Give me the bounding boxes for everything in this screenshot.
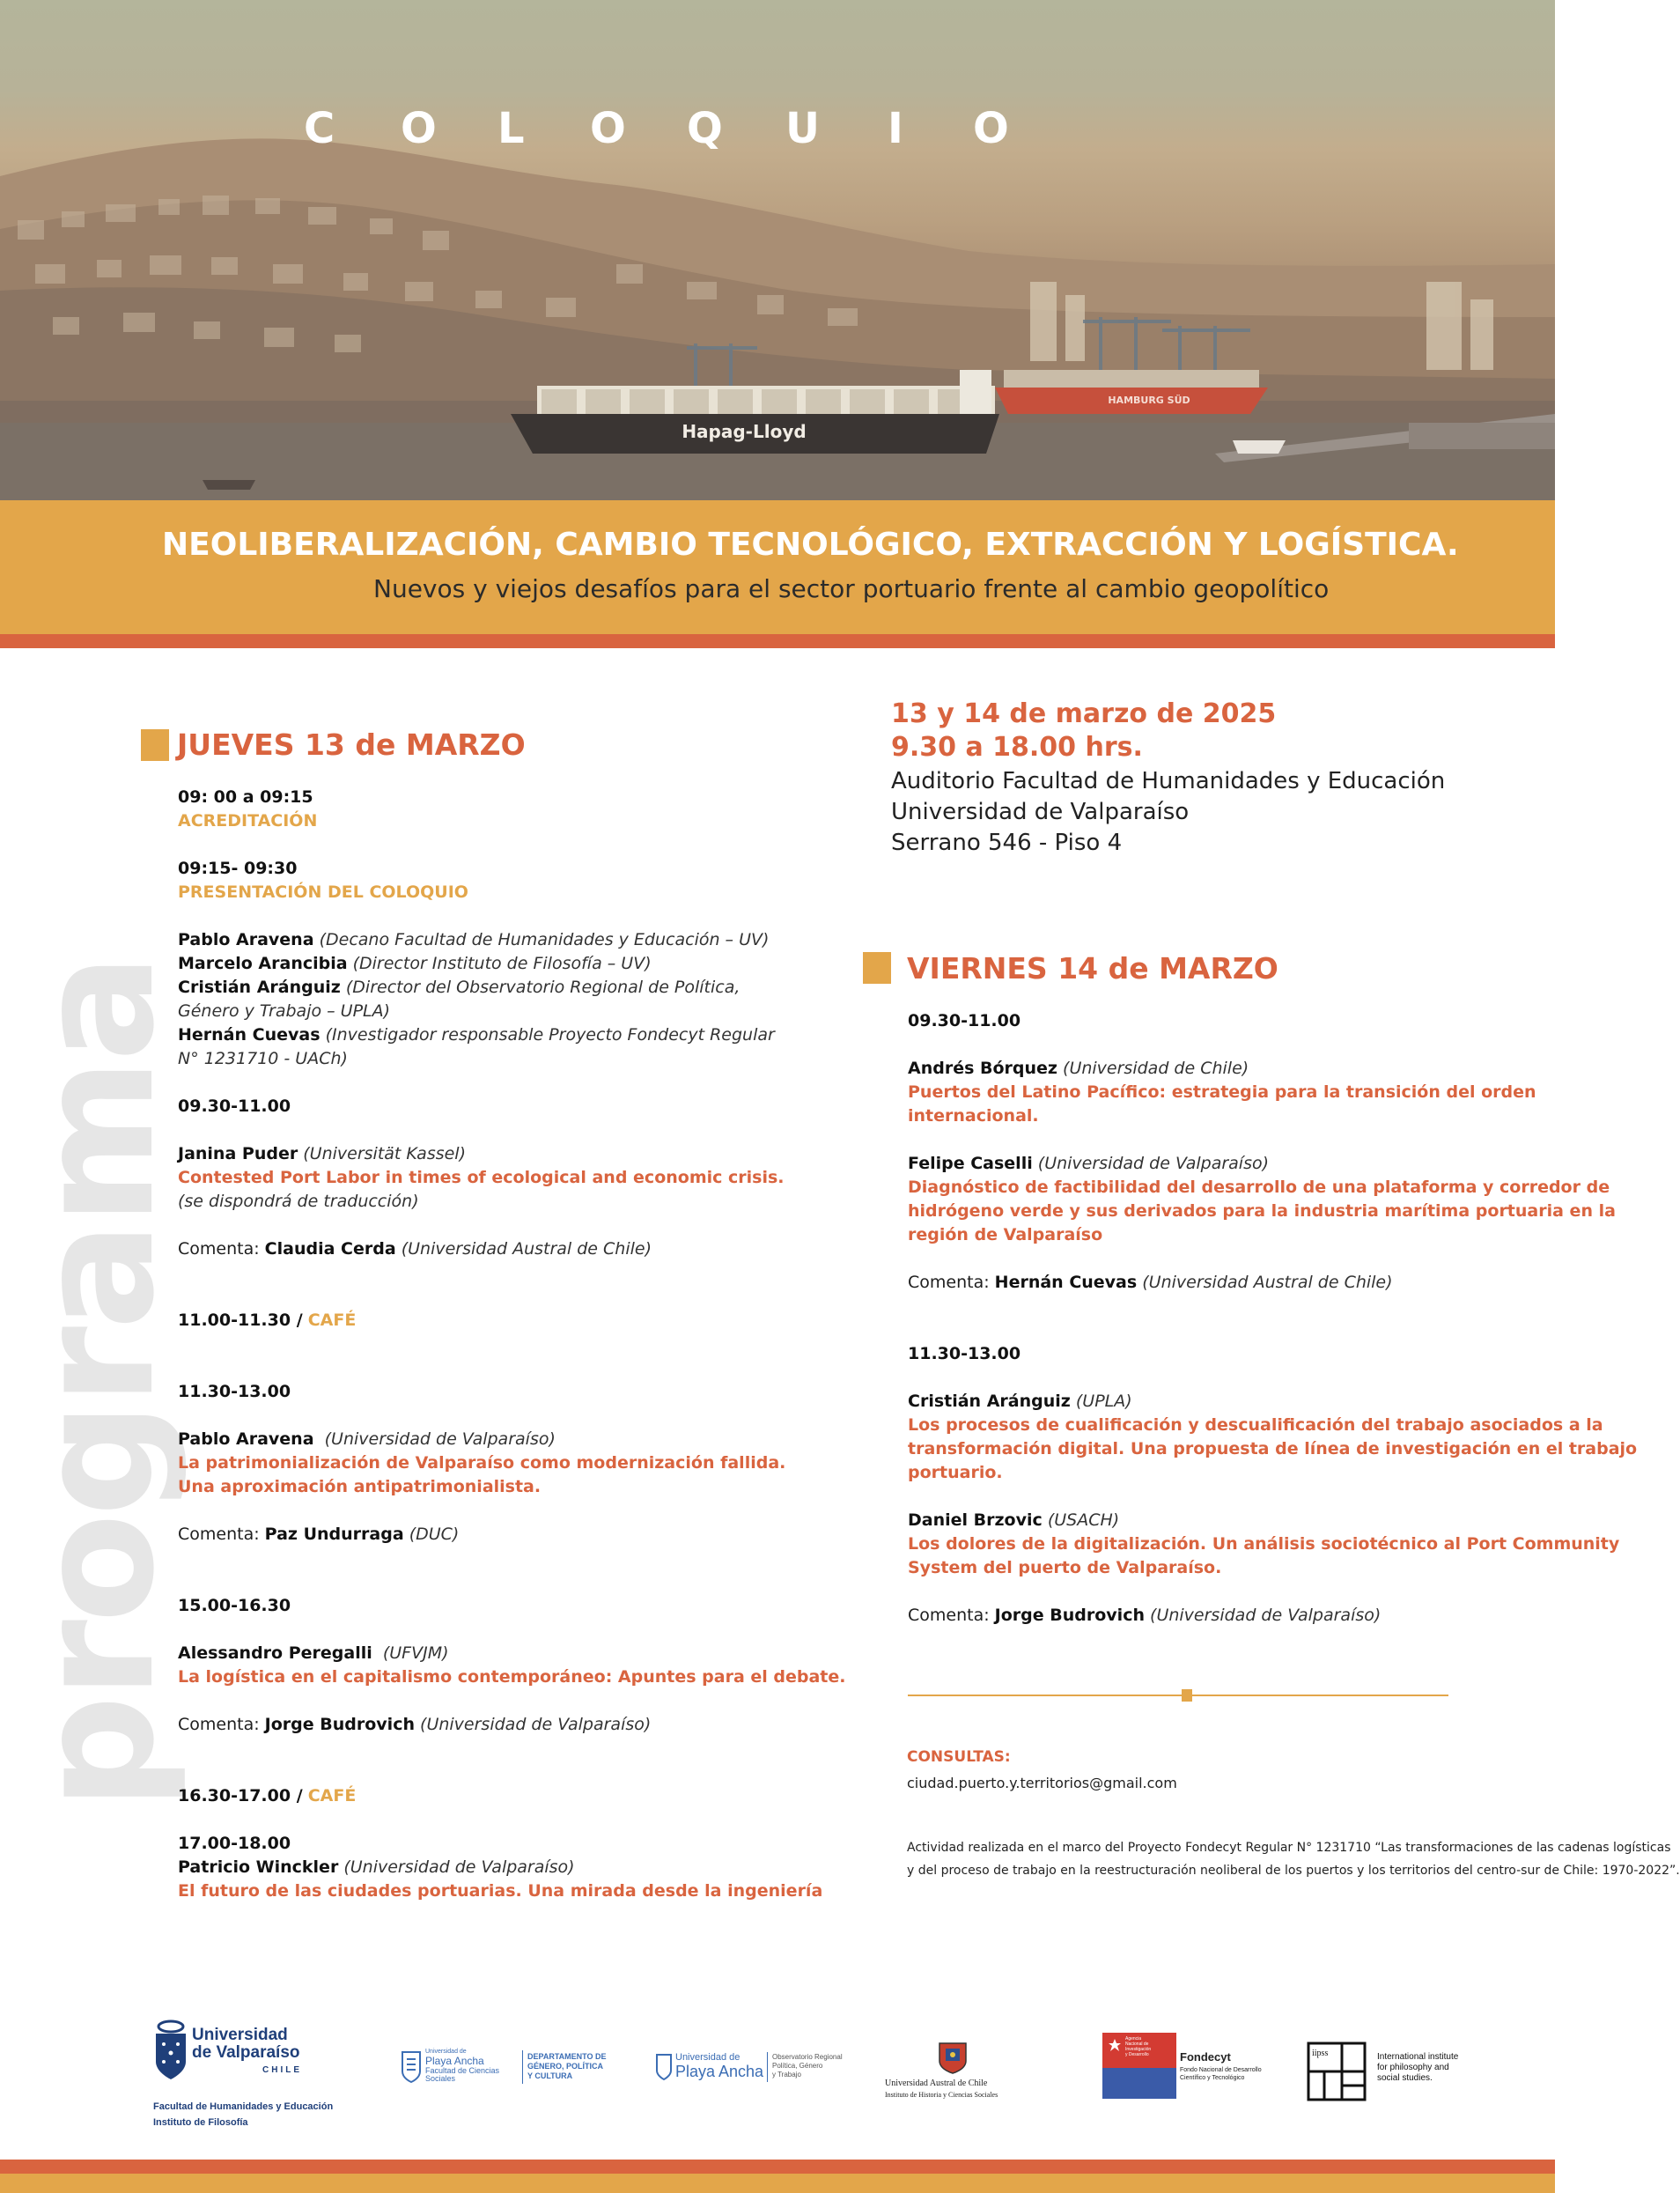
session-label: ACREDITACIÓN bbox=[178, 811, 318, 831]
speaker-line bbox=[908, 1057, 1637, 1081]
iipss-short: iipss bbox=[1312, 2049, 1329, 2058]
contact-email[interactable]: ciudad.puerto.y.territorios@gmail.com bbox=[907, 1775, 1177, 1791]
event-type-letter: L bbox=[497, 104, 525, 153]
sub-title: Nuevos y viejos desafíos para el sector portuario frente al cambio geopolítico bbox=[373, 574, 1330, 603]
upla2-name: Playa Ancha bbox=[675, 2063, 764, 2080]
talk-title: System del puerto de Valparaíso. bbox=[908, 1558, 1222, 1577]
footnote-line: Actividad realizada en el marco del Proyecto Fondecyt Regular N° 1231710 “Las transformaciones de las cadenas logísticas bbox=[907, 1841, 1671, 1855]
speaker-name: Daniel Brzovic bbox=[908, 1510, 1043, 1530]
day1-program bbox=[178, 786, 846, 1903]
commenter-affiliation: (Universidad de Valparaíso) bbox=[1150, 1606, 1382, 1625]
commenter-affiliation: (Universidad de Valparaíso) bbox=[420, 1715, 652, 1734]
speaker-line bbox=[908, 1509, 1637, 1532]
comment-line bbox=[178, 1237, 846, 1261]
speaker-name: Alessandro Peregalli bbox=[178, 1643, 372, 1663]
speaker-line bbox=[908, 1390, 1637, 1414]
upla2-obs-line: Observatorio Regional bbox=[772, 2053, 843, 2061]
comment-label: Comenta: bbox=[908, 1273, 990, 1292]
speaker-line bbox=[178, 1856, 846, 1879]
ship-label: Hapag-Lloyd bbox=[682, 421, 807, 442]
fondecyt-line: Científico y Tecnológico bbox=[1180, 2075, 1245, 2081]
speaker-affiliation: (Universidad de Valparaíso) bbox=[343, 1857, 575, 1877]
speaker-line bbox=[178, 1023, 846, 1047]
break-time: 16.30-17.00 / bbox=[178, 1786, 303, 1805]
commenter-name: Jorge Budrovich bbox=[264, 1715, 415, 1734]
comment-label: Comenta: bbox=[178, 1715, 260, 1734]
uach-institute: Instituto de Historia y Ciencias Sociales bbox=[885, 2091, 998, 2099]
speaker-line bbox=[178, 1142, 846, 1166]
upla1-faculty-line: Facultad de Ciencias bbox=[425, 2066, 500, 2075]
logo-universidad-valparaiso bbox=[151, 2021, 363, 2136]
fondecyt-name: Fondecyt bbox=[1180, 2050, 1231, 2064]
speaker-name: Pablo Aravena bbox=[178, 1429, 314, 1449]
speaker-line bbox=[178, 952, 846, 976]
day2-marker bbox=[863, 952, 891, 984]
event-type-letter: I bbox=[888, 104, 903, 153]
footnote-line: y del proceso de trabajo en la reestructuración neoliberal de los puertos y los territorios del centro-sur de Chile: 1970-2022”. bbox=[907, 1864, 1680, 1878]
speaker-name: Janina Puder bbox=[178, 1144, 298, 1163]
commenter-affiliation: (DUC) bbox=[409, 1525, 460, 1544]
break-line bbox=[178, 1309, 846, 1333]
session-time: 09:15- 09:30 bbox=[178, 859, 298, 878]
upla1-dept-line: Y CULTURA bbox=[527, 2071, 573, 2080]
iipss-line: social studies. bbox=[1377, 2073, 1433, 2083]
session-time: 17.00-18.00 bbox=[178, 1834, 291, 1853]
upla2-top: Universidad de bbox=[675, 2052, 741, 2063]
comment-label: Comenta: bbox=[178, 1239, 260, 1259]
talk-title: internacional. bbox=[908, 1106, 1039, 1126]
anid-line: Agencia bbox=[1125, 2036, 1142, 2042]
break-label: CAFÉ bbox=[307, 1311, 357, 1330]
event-type-letter: Q bbox=[687, 104, 723, 153]
upla1-dept-line: DEPARTAMENTO DE bbox=[527, 2052, 607, 2061]
upla1-separator bbox=[522, 2050, 523, 2084]
day2-program bbox=[908, 1009, 1637, 1628]
speaker-line bbox=[178, 976, 846, 1000]
venue-line: Serrano 546 - Piso 4 bbox=[891, 830, 1123, 856]
uach-crest-icon bbox=[938, 2042, 968, 2075]
upla2-obs-line: Política, Género bbox=[772, 2062, 823, 2070]
speaker-affiliation: (Universidad de Valparaíso) bbox=[324, 1429, 556, 1449]
commenter-affiliation: (Universidad Austral de Chile) bbox=[1142, 1273, 1393, 1292]
talk-title: hidrógeno verde y sus derivados para la industria marítima portuaria en la bbox=[908, 1201, 1616, 1221]
talk-title: Una aproximación antipatrimonialista. bbox=[178, 1477, 542, 1496]
commenter-name: Paz Undurraga bbox=[264, 1525, 404, 1544]
session-time: 11.30-13.00 bbox=[178, 1382, 291, 1401]
main-title: NEOLIBERALIZACIÓN, CAMBIO TECNOLÓGICO, EXTRACCIÓN Y LOGÍSTICA. bbox=[162, 527, 1459, 563]
upla1-name: Playa Ancha bbox=[425, 2055, 484, 2067]
speaker-name: Patricio Winckler bbox=[178, 1857, 339, 1877]
translation-note: (se dispondrá de traducción) bbox=[178, 1192, 419, 1211]
event-type-letter: O bbox=[590, 104, 626, 153]
logo-iipss bbox=[1307, 2042, 1500, 2103]
event-venue bbox=[891, 766, 1445, 859]
commenter-name: Claudia Cerda bbox=[264, 1239, 396, 1259]
speaker-affiliation: Género y Trabajo – UPLA) bbox=[178, 1001, 391, 1021]
speaker-affiliation: (Director del Observatorio Regional de Política, bbox=[345, 978, 741, 997]
break-label: CAFÉ bbox=[307, 1786, 357, 1805]
logo-upla-departamento bbox=[401, 2049, 630, 2089]
upla1-faculty-line: Sociales bbox=[425, 2074, 456, 2083]
anid-line: Nacional de bbox=[1125, 2042, 1149, 2047]
session-label: PRESENTACIÓN DEL COLOQUIO bbox=[178, 882, 468, 902]
iipss-line: for philosophy and bbox=[1377, 2063, 1449, 2072]
speaker-affiliation: (Universidad de Chile) bbox=[1063, 1059, 1249, 1078]
event-type-letter: C bbox=[304, 104, 335, 153]
uv-name-line: Universidad bbox=[192, 2026, 288, 2044]
speaker-name: Hernán Cuevas bbox=[178, 1025, 321, 1045]
talk-title: El futuro de las ciudades portuarias. Una mirada desde la ingeniería bbox=[178, 1881, 823, 1901]
event-date-line: 13 y 14 de marzo de 2025 bbox=[891, 698, 1277, 729]
talk-title: transformación digital. Una propuesta de línea de investigación en el trabajo bbox=[908, 1439, 1638, 1458]
uv-institute: Instituto de Filosofía bbox=[153, 2117, 248, 2128]
upla2-crest-icon bbox=[656, 2054, 672, 2080]
iipss-line: International institute bbox=[1377, 2052, 1459, 2062]
anid-star-icon bbox=[1108, 2038, 1122, 2052]
session-time: 09.30-11.00 bbox=[908, 1011, 1021, 1030]
speaker-name: Pablo Aravena bbox=[178, 930, 314, 949]
commenter-affiliation: (Universidad Austral de Chile) bbox=[401, 1239, 652, 1259]
anid-line: y Desarrollo bbox=[1125, 2052, 1149, 2057]
section-divider bbox=[908, 1695, 1448, 1696]
upla2-separator bbox=[767, 2052, 768, 2082]
talk-title: La logística en el capitalismo contemporáneo: Apuntes para el debate. bbox=[178, 1667, 846, 1687]
uv-faculty: Facultad de Humanidades y Educación bbox=[153, 2101, 334, 2112]
talk-title: Los procesos de cualificación y descualificación del trabajo asociados a la bbox=[908, 1415, 1603, 1435]
uv-crest-icon bbox=[153, 2021, 188, 2081]
programa-side-word: programa bbox=[3, 956, 189, 1810]
speaker-line bbox=[178, 928, 846, 952]
talk-title: Puertos del Latino Pacífico: estrategia para la transición del orden bbox=[908, 1082, 1536, 1102]
talk-title: Diagnóstico de factibilidad del desarrollo de una plataforma y corredor de bbox=[908, 1178, 1610, 1197]
divider-dot bbox=[1182, 1689, 1192, 1702]
speaker-line bbox=[908, 1152, 1637, 1176]
logo-upla-observatorio bbox=[656, 2052, 850, 2087]
session-time: 15.00-16.30 bbox=[178, 1596, 291, 1615]
bottom-stripe-orange bbox=[0, 2174, 1555, 2193]
speaker-affiliation: (Director Instituto de Filosofía – UV) bbox=[352, 954, 652, 973]
talk-title: portuario. bbox=[908, 1463, 1003, 1482]
commenter-name: Jorge Budrovich bbox=[994, 1606, 1145, 1625]
day1-title: JUEVES 13 de MARZO bbox=[177, 727, 526, 762]
talk-title: La patrimonialización de Valparaíso como modernización fallida. bbox=[178, 1453, 786, 1473]
fondecyt-line: Fondo Nacional de Desarrollo bbox=[1180, 2067, 1262, 2073]
logo-universidad-austral bbox=[885, 2042, 1021, 2105]
speaker-affiliation: (Universidad de Valparaíso) bbox=[1037, 1154, 1270, 1173]
hero-photo bbox=[0, 0, 1555, 500]
anid-line: Investigación bbox=[1125, 2047, 1152, 2052]
event-dates bbox=[891, 698, 1276, 764]
speaker-name: Cristián Aránguiz bbox=[908, 1392, 1071, 1411]
title-band bbox=[0, 500, 1555, 634]
upla-crest-icon bbox=[401, 2050, 422, 2084]
speaker-name: Felipe Caselli bbox=[908, 1154, 1033, 1173]
logo-anid-fondecyt bbox=[1102, 2033, 1278, 2099]
speaker-name: Andrés Bórquez bbox=[908, 1059, 1057, 1078]
comment-line bbox=[908, 1604, 1637, 1628]
comment-line bbox=[178, 1523, 846, 1547]
commenter-name: Hernán Cuevas bbox=[994, 1273, 1138, 1292]
comment-label: Comenta: bbox=[908, 1606, 990, 1625]
valparaiso-port-illustration bbox=[0, 0, 1555, 500]
uv-name-line: de Valparaíso bbox=[192, 2043, 300, 2062]
comment-line bbox=[908, 1271, 1637, 1295]
speaker-line bbox=[178, 1428, 846, 1451]
upla2-obs-line: y Trabajo bbox=[772, 2071, 801, 2079]
talk-title: Los dolores de la digitalización. Un análisis sociotécnico al Port Community bbox=[908, 1534, 1620, 1554]
speaker-affiliation: (USACH) bbox=[1047, 1510, 1120, 1530]
speaker-affiliation: (Decano Facultad de Humanidades y Educación – UV) bbox=[319, 930, 770, 949]
speaker-affiliation: (UPLA) bbox=[1075, 1392, 1132, 1411]
venue-line: Auditorio Facultad de Humanidades y Educación bbox=[891, 768, 1446, 794]
speaker-line bbox=[178, 1642, 846, 1665]
ship2-label: HAMBURG SÜD bbox=[1108, 395, 1190, 406]
speaker-affiliation: N° 1231710 - UACh) bbox=[178, 1049, 348, 1068]
upla1-top: Universidad de bbox=[425, 2049, 467, 2055]
session-time: 11.30-13.00 bbox=[908, 1344, 1021, 1363]
comment-label: Comenta: bbox=[178, 1525, 260, 1544]
day2-title: VIERNES 14 de MARZO bbox=[907, 951, 1278, 986]
uach-name: Universidad Austral de Chile bbox=[885, 2079, 988, 2088]
session-time: 09: 00 a 09:15 bbox=[178, 787, 313, 807]
event-type-letter: U bbox=[785, 104, 820, 153]
upla1-dept-line: GÉNERO, POLÍTICA bbox=[527, 2062, 604, 2071]
uv-country: CHILE bbox=[262, 2065, 302, 2075]
break-line bbox=[178, 1784, 846, 1808]
break-time: 11.00-11.30 / bbox=[178, 1311, 303, 1330]
talk-title: Contested Port Labor in times of ecological and economic crisis. bbox=[178, 1168, 785, 1187]
venue-line: Universidad de Valparaíso bbox=[891, 799, 1190, 825]
speaker-affiliation: (Investigador responsable Proyecto Fondecyt Regular bbox=[325, 1025, 775, 1045]
event-type-letter: O bbox=[973, 104, 1009, 153]
contact-label: CONSULTAS: bbox=[907, 1748, 1011, 1766]
event-hours-line: 9.30 a 18.00 hrs. bbox=[891, 732, 1143, 763]
bottom-stripe-red bbox=[0, 2160, 1555, 2174]
talk-title: región de Valparaíso bbox=[908, 1225, 1103, 1244]
comment-line bbox=[178, 1713, 846, 1737]
speaker-name: Marcelo Arancibia bbox=[178, 954, 348, 973]
speaker-affiliation: (UFVJM) bbox=[382, 1643, 449, 1663]
event-type-letter: O bbox=[401, 104, 437, 153]
speaker-name: Cristián Aránguiz bbox=[178, 978, 341, 997]
speaker-affiliation: (Universität Kassel) bbox=[303, 1144, 466, 1163]
day1-marker bbox=[141, 729, 169, 761]
title-stripe bbox=[0, 634, 1555, 648]
funding-footnote bbox=[907, 1836, 1680, 1882]
session-time: 09.30-11.00 bbox=[178, 1096, 291, 1116]
